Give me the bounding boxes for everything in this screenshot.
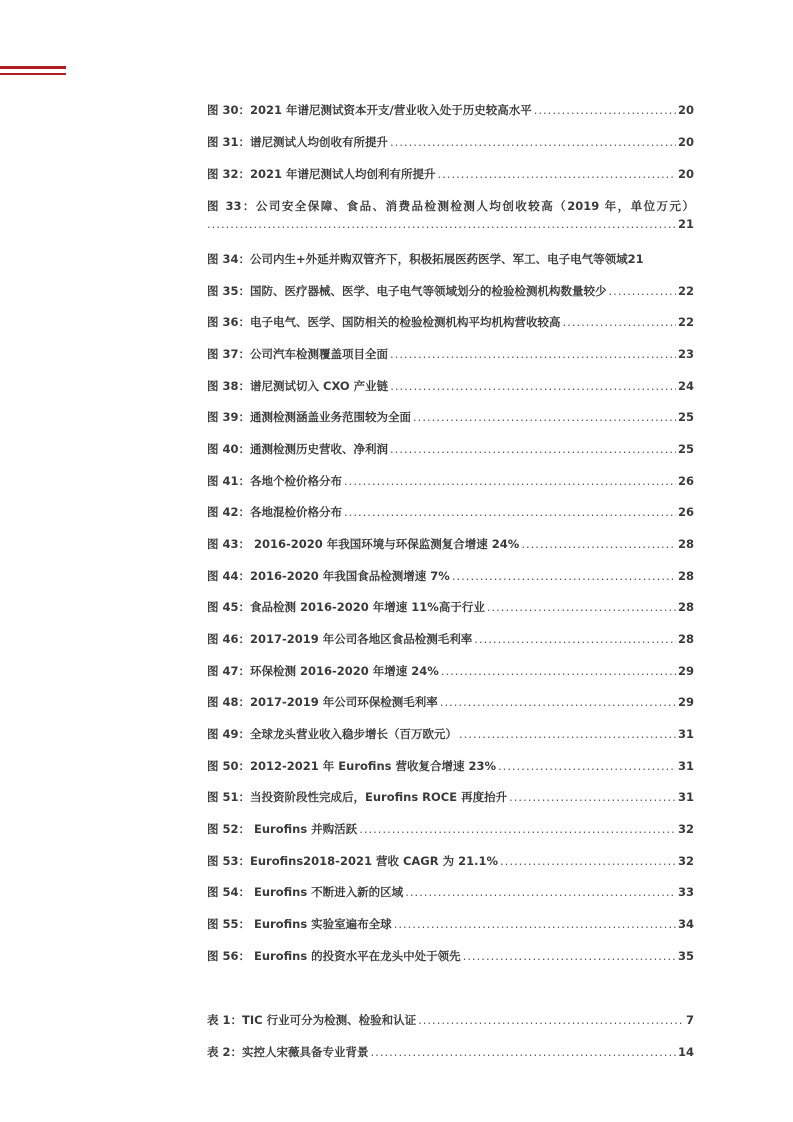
toc-entry-label: 图 35：国防、医疗器械、医学、电子电气等领域划分的检验检测机构数量较少 xyxy=(207,284,607,298)
toc-entry-label: 图 40：通测检测历史营收、净利润 xyxy=(207,442,389,456)
toc-entry-page: 14 xyxy=(677,1045,694,1059)
toc-entry-label: 图 43： 2016-2020 年我国环境与环保监测复合增速 24% xyxy=(207,537,520,551)
toc-entry-fig56[interactable] xyxy=(207,948,694,964)
toc-entry-page: 21 xyxy=(627,252,644,266)
toc-entry-label: 图 34：公司内生+外延并购双管齐下，积极拓展医药医学、军工、电子电气等领域 xyxy=(207,252,628,266)
toc-entry-fig54[interactable] xyxy=(207,884,694,900)
toc-entry-page: 28 xyxy=(677,537,694,551)
toc-entry-label: 图 53：Eurofins2018-2021 营收 CAGR 为 21.1% xyxy=(207,854,499,868)
toc-entry-label: 图 51：当投资阶段性完成后，Eurofins ROCE 再度抬升 xyxy=(207,790,508,804)
toc-entry-page: 25 xyxy=(677,410,694,424)
toc-entry-table1[interactable] xyxy=(207,1012,694,1028)
toc-entry-fig43[interactable] xyxy=(207,536,694,552)
toc-entry-fig42[interactable] xyxy=(207,504,694,520)
toc-entry-label: 图 36：电子电气、医学、国防相关的检验检测机构平均机构营收较高 xyxy=(207,315,561,329)
toc-entry-page: 28 xyxy=(677,632,694,646)
toc-entry-page: 32 xyxy=(677,854,694,868)
toc-entry-page: 20 xyxy=(677,167,694,181)
toc-entry-fig35[interactable] xyxy=(207,283,694,299)
toc-entry-fig46[interactable] xyxy=(207,631,694,647)
toc-entry-fig51[interactable] xyxy=(207,789,694,805)
toc-entry-page: 26 xyxy=(677,474,694,488)
toc-entry-fig40[interactable] xyxy=(207,441,694,457)
toc-entry-fig39[interactable] xyxy=(207,409,694,425)
toc-entry-label: 图 42：各地混检价格分布 xyxy=(207,505,343,519)
toc-entry-label: 图 45：食品检测 2016-2020 年增速 11%高于行业 xyxy=(207,600,485,614)
toc-entry-label: 表 2：实控人宋薇具备专业背景 xyxy=(207,1045,369,1059)
toc-entry-page: 25 xyxy=(677,442,694,456)
toc-entry-label: 图 30：2021 年谱尼测试资本开支/营业收入处于历史较高水平 xyxy=(207,103,532,117)
toc-entry-fig52[interactable] xyxy=(207,821,694,837)
toc-entry-page: 29 xyxy=(677,695,694,709)
toc-entry-page: 31 xyxy=(677,759,694,773)
toc-entry-label: 图 56： Eurofins 的投资水平在龙头中处于领先 xyxy=(207,949,461,963)
toc-entry-page: 7 xyxy=(685,1013,694,1027)
toc-entry-fig34[interactable] xyxy=(207,251,694,267)
toc-entry-page: 29 xyxy=(677,664,694,678)
toc-entry-page: 26 xyxy=(677,505,694,519)
toc-entry-page: 31 xyxy=(677,727,694,741)
toc-entry-label: 图 54： Eurofins 不断进入新的区域 xyxy=(207,885,404,899)
toc-entry-label: 图 49：全球龙头营业收入稳步增长（百万欧元） xyxy=(207,727,458,741)
toc-entry-fig36[interactable] xyxy=(207,314,694,330)
toc-entry-label: 图 47：环保检测 2016-2020 年增速 24% xyxy=(207,664,439,678)
toc-entry-page: 33 xyxy=(677,885,694,899)
toc-entry-page: 22 xyxy=(677,284,694,298)
toc-entry-label: 图 50：2012-2021 年 Eurofins 营收复合增速 23% xyxy=(207,759,497,773)
toc-entry-page: 24 xyxy=(677,379,694,393)
toc-entry-fig47[interactable] xyxy=(207,663,694,679)
header-accent-bar xyxy=(0,66,66,69)
toc-entry-fig49[interactable] xyxy=(207,726,694,742)
toc-entry-fig55[interactable] xyxy=(207,916,694,932)
toc-entry-label: 图 32：2021 年谱尼测试人均创利有所提升 xyxy=(207,167,436,181)
toc-entry-label: 图 41：各地个检价格分布 xyxy=(207,474,343,488)
toc-entry-label: 图 39：通测检测涵盖业务范围较为全面 xyxy=(207,410,412,424)
toc-entry-label: 图 37：公司汽车检测覆盖项目全面 xyxy=(207,347,389,361)
toc-entry-label: 图 55： Eurofins 实验室遍布全球 xyxy=(207,917,392,931)
toc-entry-fig50[interactable] xyxy=(207,758,694,774)
toc-entry-page: 21 xyxy=(677,217,694,231)
toc-entry-page: 31 xyxy=(677,790,694,804)
header-accent-bar-thin xyxy=(0,73,66,75)
toc-entry-fig37[interactable] xyxy=(207,346,694,362)
toc-entry-page: 32 xyxy=(677,822,694,836)
toc-entry-label: 图 31：谱尼测试人均创收有所提升 xyxy=(207,135,389,149)
toc-entry-label: 表 1：TIC 行业可分为检测、检验和认证 xyxy=(207,1013,417,1027)
toc-entry-label: 图 38：谱尼测试切入 CXO 产业链 xyxy=(207,379,389,393)
toc-entry-fig45[interactable] xyxy=(207,599,694,615)
toc-entry-fig41[interactable] xyxy=(207,473,694,489)
toc-entry-label: 图 52： Eurofins 并购活跃 xyxy=(207,822,358,836)
toc-entry-fig38[interactable] xyxy=(207,378,694,394)
toc-entry-label: 图 48：2017-2019 年公司环保检测毛利率 xyxy=(207,695,438,709)
toc-entry-table2[interactable] xyxy=(207,1044,694,1060)
toc-entry-fig48[interactable] xyxy=(207,694,694,710)
toc-entry-page: 20 xyxy=(677,135,694,149)
toc-entry-page: 28 xyxy=(677,600,694,614)
toc-entry-page: 28 xyxy=(677,569,694,583)
toc-entry-page: 23 xyxy=(677,347,694,361)
toc-entry-label: 图 33：公司安全保障、食品、消费品检测检测人均创收较高（2019 年，单位万元） xyxy=(207,199,694,213)
toc-entry-page: 35 xyxy=(677,949,694,963)
toc-entry-fig53[interactable] xyxy=(207,853,694,869)
toc-entry-label: 图 44：2016-2020 年我国食品检测增速 7% xyxy=(207,569,450,583)
toc-entry-fig32[interactable] xyxy=(207,166,694,182)
toc-entry-page: 20 xyxy=(677,103,694,117)
toc-entry-fig30[interactable] xyxy=(207,102,694,118)
toc-entry-label: 图 46：2017-2019 年公司各地区食品检测毛利率 xyxy=(207,632,473,646)
toc-entry-fig33[interactable] xyxy=(207,198,694,232)
toc-entry-fig44[interactable] xyxy=(207,568,694,584)
toc-entry-page: 34 xyxy=(677,917,694,931)
toc-entry-page: 22 xyxy=(677,315,694,329)
toc-entry-fig31[interactable] xyxy=(207,134,694,150)
